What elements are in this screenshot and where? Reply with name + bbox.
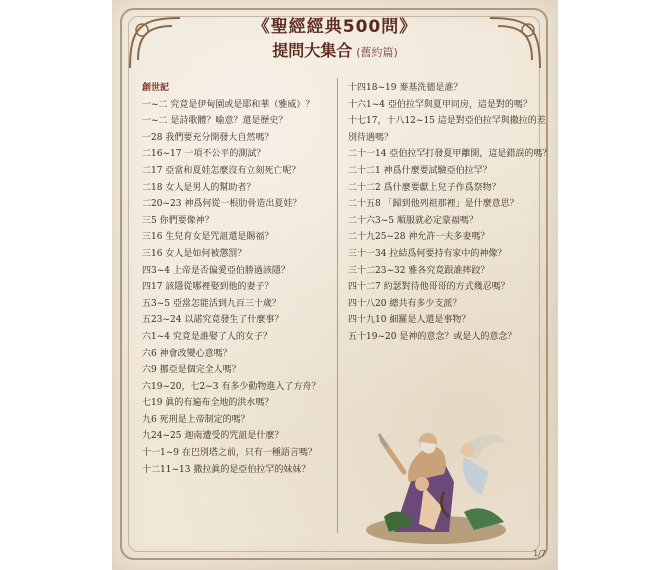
verse-reference: 十七17，十八12~15: [348, 116, 435, 127]
question-text: 這是對亞伯拉罕與撒拉的差別待遇嗎？: [348, 116, 546, 143]
question-text: 眞的有遍布全地的洪水嗎？: [165, 398, 274, 409]
verse-reference: 十六1~4: [348, 99, 385, 110]
question-item: [348, 97, 553, 114]
verse-reference: 六9: [142, 365, 157, 376]
question-list-left: [142, 97, 347, 479]
question-item: [142, 346, 347, 363]
verse-reference: 五3~5: [142, 298, 170, 309]
question-item: [142, 146, 347, 163]
question-text: 細羅是人還是事物？: [389, 315, 471, 326]
verse-reference: 三16: [142, 232, 163, 243]
right-column: [348, 80, 553, 346]
question-text: 總共有多少支派？: [389, 298, 462, 309]
question-text: 是詩歌體？喻意？還是歷史？: [170, 116, 288, 127]
question-item: [142, 97, 347, 114]
question-text: 有多少動物進入了方舟？: [221, 381, 321, 392]
verse-reference: 三16: [142, 248, 163, 259]
verse-reference: 六19~20，七2~3: [142, 381, 219, 392]
question-item: [142, 312, 347, 329]
page-subtitle: [112, 38, 558, 61]
subtitle-note: (舊約篇): [356, 46, 398, 59]
question-item: [348, 246, 553, 263]
question-text: 神爲何從一根肋骨造出夏娃？: [184, 199, 302, 210]
question-item: [348, 180, 553, 197]
question-item: [142, 445, 347, 462]
question-text: 亞伯拉罕打發夏甲離開，這是錯誤的嗎？: [389, 149, 552, 160]
question-item: [348, 146, 553, 163]
question-text: 該隱從哪裡娶到他的妻子？: [165, 282, 274, 293]
verse-reference: 二十九25~28: [348, 232, 406, 243]
verse-reference: 二十六3~5: [348, 215, 394, 226]
left-column: [142, 80, 347, 478]
verse-reference: 二十一14: [348, 149, 387, 160]
verse-reference: 二17: [142, 165, 163, 176]
book-page: [112, 0, 558, 570]
verse-reference: 一~二: [142, 116, 168, 127]
question-text: 迦南遭受的咒詛是什麼？: [184, 431, 284, 442]
question-item: [348, 80, 553, 97]
question-item: [142, 130, 347, 147]
question-text: 一項不公平的測試？: [184, 149, 266, 160]
verse-reference: 十一1~9: [142, 448, 179, 459]
question-item: [142, 196, 347, 213]
question-list-right: [348, 80, 553, 346]
question-text: 上帝是否偏愛亞伯勝過該隱？: [172, 265, 290, 276]
page-title: 《聖經經典500問》: [252, 17, 418, 37]
verse-reference: 五23~24: [142, 315, 182, 326]
question-item: [142, 246, 347, 263]
question-text: 亞伯拉罕與夏甲同房，這是對的嗎？: [387, 99, 532, 110]
question-item: [348, 163, 553, 180]
question-text: 約瑟對待他哥哥的方式幾忍嗎？: [383, 282, 510, 293]
question-item: [348, 113, 553, 146]
verse-reference: 九6: [142, 414, 157, 425]
verse-reference: 四十九10: [348, 315, 387, 326]
verse-reference: 二20~23: [142, 199, 182, 210]
question-item: [142, 163, 347, 180]
verse-reference: 二16~17: [142, 149, 182, 160]
question-text: 亞當怎能活到九百三十歲？: [172, 298, 281, 309]
question-item: [348, 229, 553, 246]
question-item: [348, 279, 553, 296]
question-item: [142, 180, 347, 197]
question-text: 死刑是上帝制定的嗎？: [159, 414, 250, 425]
question-text: 究竟是伊甸園或是耶和華（雅威）？: [170, 99, 315, 110]
page-number: 1/7: [533, 549, 546, 558]
verse-reference: 一28: [142, 132, 163, 143]
question-item: [348, 296, 553, 313]
question-text: 女人是如何被懲罰？: [165, 248, 247, 259]
question-item: [142, 296, 347, 313]
question-item: [142, 412, 347, 429]
question-text: 女人是男人的幫助者？: [165, 182, 256, 193]
verse-reference: 一~二: [142, 99, 168, 110]
question-text: 雅各究竟跟誰摔跤？: [408, 265, 490, 276]
question-item: [142, 395, 347, 412]
question-text: 神爲什麼要試驗亞伯拉罕？: [383, 165, 492, 176]
verse-reference: 三十一34: [348, 248, 387, 259]
question-text: 麥基洗德是誰？: [399, 83, 463, 93]
question-item: [142, 329, 347, 346]
question-text: 是神的意念？或是人的意念？: [399, 331, 517, 342]
question-item: [142, 462, 347, 479]
question-text: 在巴別塔之前，只有一種語言嗎？: [181, 448, 317, 459]
question-text: 亞當和夏娃怎麼沒有立刻死亡呢？: [165, 165, 301, 176]
question-text: 拉結爲何要持有家中的神像？: [389, 248, 507, 259]
verse-reference: 三十二23~32: [348, 265, 406, 276]
question-item: [142, 362, 347, 379]
question-item: [142, 379, 347, 396]
verse-reference: 四十二7: [348, 282, 381, 293]
verse-reference: 十二11~13: [142, 464, 191, 475]
section-heading: 創世記: [142, 83, 170, 93]
question-item: [348, 196, 553, 213]
question-text: 撒拉眞的是亞伯拉罕的妹妹？: [193, 464, 311, 475]
verse-reference: 四十八20: [348, 298, 387, 309]
question-text: 順服就必定蒙福嗎？: [396, 215, 478, 226]
question-item: [142, 213, 347, 230]
question-item: [348, 213, 553, 230]
question-text: 你們要像神？: [159, 215, 214, 226]
verse-reference: 四3~4: [142, 265, 170, 276]
abraham-isaac-illustration: [364, 412, 509, 547]
question-item: [142, 229, 347, 246]
verse-reference: 五十19~20: [348, 331, 397, 342]
question-text: 爲什麼要獻上兒子作爲祭物？: [383, 182, 501, 193]
question-text: 「歸到他列祖那裡」是什麼意思？: [383, 199, 519, 210]
question-text: 神會改變心意嗎？: [159, 348, 232, 359]
question-item: [348, 312, 553, 329]
verse-reference: 六1~4: [142, 331, 170, 342]
verse-reference: 二十二2: [348, 182, 381, 193]
verse-reference: 九24~25: [142, 431, 182, 442]
question-text: 神允許一夫多妻嗎？: [408, 232, 490, 243]
verse-reference: 三5: [142, 215, 157, 226]
question-text: 我們要充分開發大自然嗎？: [165, 132, 274, 143]
verse-reference: 四17: [142, 282, 163, 293]
question-item: [348, 263, 553, 280]
question-text: 以諾究竟發生了什麼事？: [184, 315, 284, 326]
question-text: 挪亞是個完全人嗎？: [159, 365, 241, 376]
verse-reference: 六6: [142, 348, 157, 359]
question-item: [142, 428, 347, 445]
verse-reference: 七19: [142, 398, 163, 409]
question-text: 生兒育女是咒詛還是賜福？: [165, 232, 274, 243]
verse-reference: 二18: [142, 182, 163, 193]
subtitle-text: 提問大集合: [272, 41, 353, 60]
question-item: [142, 113, 347, 130]
question-item: [142, 279, 347, 296]
question-item: [142, 263, 347, 280]
verse-reference: 二十二1: [348, 165, 381, 176]
verse-reference: 十四18~19: [348, 83, 397, 93]
question-text: 究竟是誰娶了人的女子？: [172, 331, 272, 342]
question-item: [348, 329, 553, 346]
verse-reference: 二十五8: [348, 199, 381, 210]
